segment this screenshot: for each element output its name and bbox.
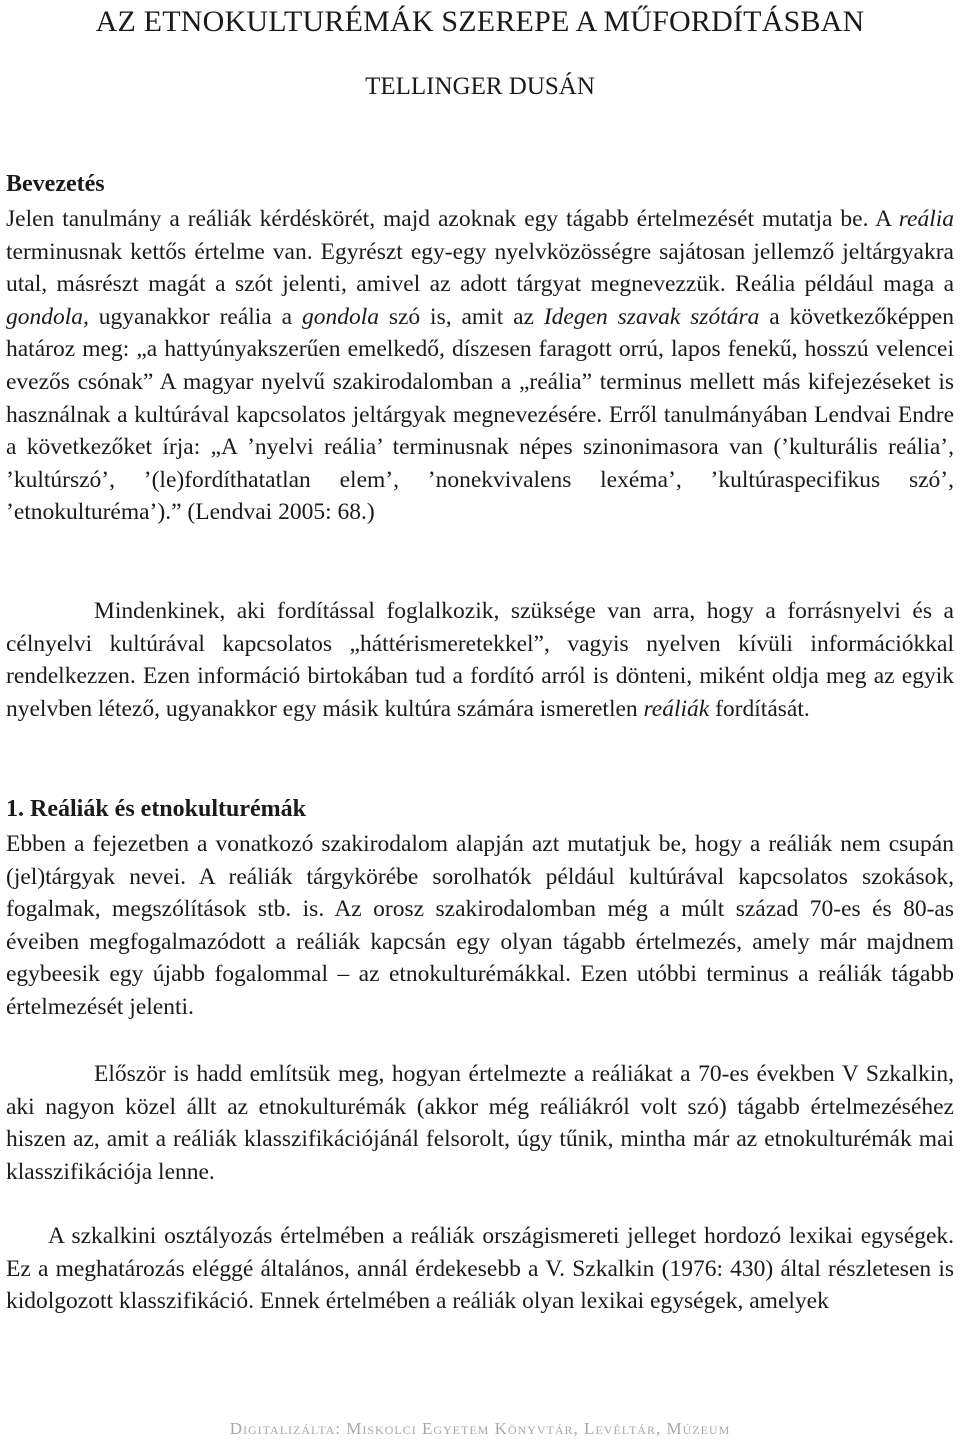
intro-paragraph-2	[6, 595, 954, 725]
section1-paragraph-2: Először is hadd említsük meg, hogyan értelmezte a reáliákat a 70-es években V Szkalkin, aki nagyon közel állt az etnokulturémák (akkor még reáliákról volt szó) tágabb értelmezéséhez hiszen az, amit a reáliák klasszifikációjánál felsorolt, úgy tűnik, mintha már az etnokulturémák mai klasszifikációja lenne.	[6, 1061, 954, 1185]
text-run: Jelen tanulmány a reáliák kérdéskörét, majd azoknak egy tágabb értelmezését mutatja be. A	[6, 206, 899, 232]
author-name: TELLINGER DUSÁN	[365, 73, 595, 100]
section1-paragraph-3: A szkalkini osztályozás értelmében a reáliák országismereti jelleget hordozó lexikai egységek. Ez a meghatározás eléggé általános, annál érdekesebb a V. Szkalkin (1976: 430) által részletesen is kidolgozott klasszifikáció. Ennek értelmében a reáliák olyan lexikai egységek, amelyek	[6, 1223, 954, 1315]
paper-title: AZ ETNOKULTURÉMÁK SZEREPE A MŰFORDÍTÁSBAN	[95, 5, 865, 38]
text-run: Mindenkinek, aki fordítással foglalkozik, szüksége van arra, hogy a forrásnyelvi és a célnyelvi kultúrával kapcsolatos „háttérismeretekkel”, vagyis nyelven kívüli információkkal rendelkezzen. Ezen információ birtokában tud a fordító arról is dönteni, miként oldja meg az egyik nyelvben létező, ugyanakkor egy másik kultúra számára ismeretlen	[6, 598, 954, 722]
italic-term: reália	[898, 206, 954, 232]
italic-term: gondola	[301, 303, 379, 330]
text-run: fordítását.	[709, 695, 810, 722]
digitization-footer: Digitalizálta: Miskolci Egyetem Könyvtár, Levéltár, Múzeum	[229, 1419, 731, 1438]
text-run: szó is, amit az	[378, 303, 544, 330]
section1-paragraph-1: Ebben a fejezetben a vonatkozó szakirodalom alapján azt mutatjuk be, hogy a reáliák nem csupán (jel)tárgyak nevei. A reáliák tárgykörébe sorolhatók például kultúrával kapcsolatos szokások, fogalmak, megszólítások stb. is. Az orosz szakirodalomban még a múlt század 70-es és 80-as éveiben megfogalmazódott a reáliák kapcsán egy olyan tágabb értelmezés, amely már majdnem egybeesik egy újabb fogalommal – az etnokulturémákkal. Ezen utóbbi terminus a reáliák tágabb értelmezését jelenti.	[6, 831, 954, 1020]
intro-paragraph-1	[6, 203, 954, 529]
section-heading-intro: Bevezetés	[6, 171, 105, 197]
italic-term: gondola,	[6, 303, 89, 330]
italic-term: Idegen szavak szótára	[543, 303, 760, 330]
text-run: terminusnak kettős értelme van. Egyrészt egy-egy nyelvközösségre sajátosan jellemző jeltárgyakra utal, másrészt magát a szót jelenti, amivel az adott tárgyat megnevezzük. Reália például maga a	[6, 238, 954, 298]
text-run: a következőképpen határoz meg: „a hattyúnyakszerűen emelkedő, díszesen faragott orrú, lapos fenekű, hosszú velencei evezős csónak” A magyar nyelvű szakirodalomban a „reália” terminus mellett más kifejezéseket is használnak a kultúrával kapcsolatos jeltárgyak megnevezésére. Erről tanulmányában Lendvai Endre a következőket írja: „A ’nyelvi reália’ terminusnak népes szinonimasora van (’kulturális reália’, ’kultúrszó’, ’(le)fordíthatatlan elem’, ’nonekvivalens lexéma’, ’kultúraspecifikus szó’, ’etnokulturéma’).” (Lendvai 2005: 68.)	[6, 303, 954, 526]
text-run: ugyanakkor reália a	[88, 303, 302, 330]
section-heading-1: 1. Reáliák és etnokulturémák	[6, 796, 306, 822]
italic-term: reáliák	[643, 695, 710, 722]
